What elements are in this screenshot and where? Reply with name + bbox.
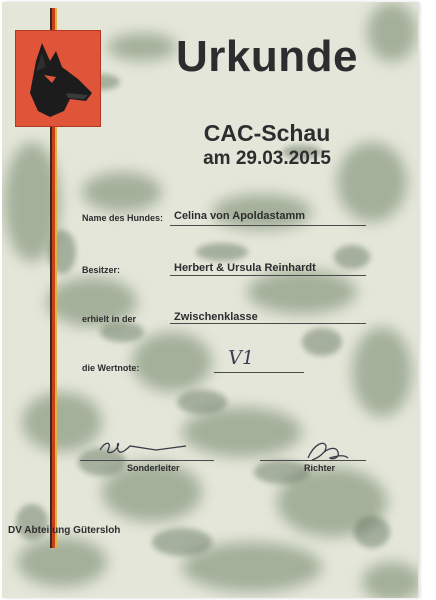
- certificate-paper: [2, 2, 418, 598]
- event-date: am 29.03.2015: [203, 148, 331, 169]
- grade-label: die Wertnote:: [82, 363, 140, 373]
- owner-value: Herbert & Ursula Reinhardt: [174, 262, 316, 274]
- dog-name-line: [170, 225, 366, 226]
- german-shepherd-dog-head-logo-icon: [16, 31, 100, 126]
- right-signature-line: [260, 460, 366, 461]
- grade-value: V1: [226, 347, 256, 369]
- left-signature-icon: [96, 436, 196, 460]
- left-signature-label: Sonderleiter: [127, 463, 180, 473]
- owner-line: [170, 275, 366, 276]
- dog-name-label: Name des Hundes:: [82, 213, 164, 223]
- owner-label: Besitzer:: [82, 265, 121, 275]
- certificate-title: Urkunde: [176, 32, 358, 81]
- dog-name-value: Celina von Apoldastamm: [174, 210, 306, 222]
- class-value: Zwischenklasse: [174, 311, 258, 323]
- right-signature-label: Richter: [304, 463, 336, 473]
- event-name: CAC-Schau: [203, 120, 331, 146]
- footer-organization: DV Abteilung Gütersloh: [8, 525, 121, 536]
- left-signature-line: [80, 460, 214, 461]
- class-line: [170, 323, 366, 324]
- dog-logo: [15, 30, 101, 127]
- right-signature-icon: [302, 436, 354, 466]
- class-label: erhielt in der: [82, 314, 137, 324]
- grade-line: [214, 372, 304, 373]
